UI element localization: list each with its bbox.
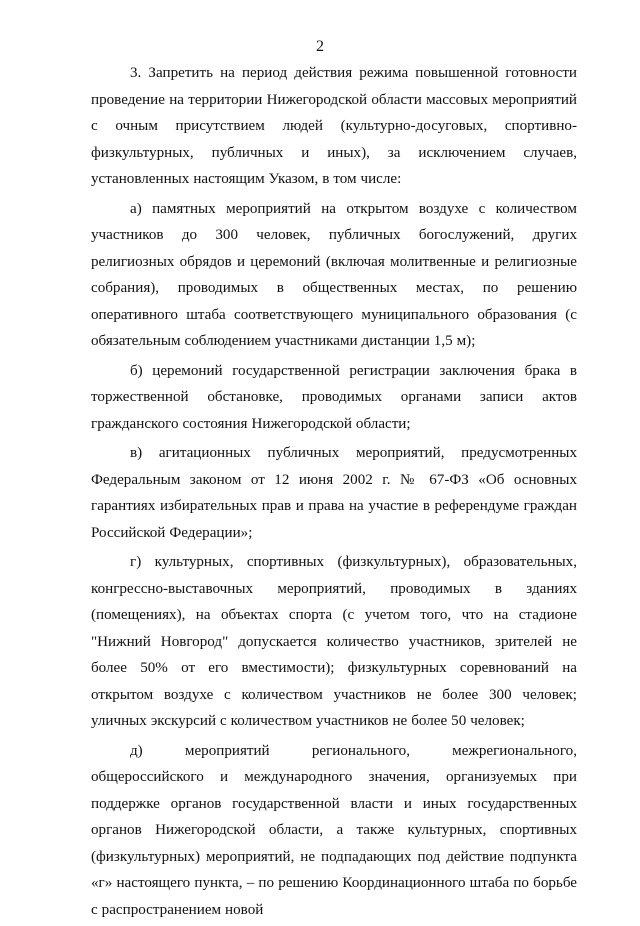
paragraph-3b: б) церемоний государственной регистрации заключения брака в торжественной обстановке, проводимых органами записи актов гражданского состояния Нижегородской области; — [91, 362, 577, 432]
paragraph-3v: в) агитационных публичных мероприятий, предусмотренных Федеральным законом от 12 июня 2002 г. № 67-ФЗ «Об основных гарантиях избирательных прав и права на участие в референдуме граждан Российской Федерации»; — [91, 445, 577, 541]
page-number: 2 — [316, 38, 324, 55]
paragraph-3d: д) мероприятий регионального, межрегионального, общероссийского и международного значения, организуемых при поддержке органов государственной власти и иных государственных органов Нижегородской области, а также культурных, спортивных (физкультурных) мероприятий, не подпадающих под действие подпункта «г» настоящего пункта, – по решению Координационного штаба по борьбе с распространением новой — [91, 742, 577, 918]
paragraph-3: 3. Запретить на период действия режима повышенной готовности проведение на территории Нижегородской области массовых мероприятий с очным присутствием людей (культурно-досуговых, спортивно-физкультурных, публичных и иных), за исключением случаев, установленных настоящим Указом, в том числе: — [91, 65, 577, 187]
paragraph-3g: г) культурных, спортивных (физкультурных), образовательных, конгрессно-выставочных мероприятий, проводимых в зданиях (помещениях), на объектах спорта (с учетом того, что на стадионе "Нижний Новгород" допускается количество участников, зрителей не более 50% от его вместимости); физкультурных соревнований на открытом воздухе с количеством участников не более 300 человек; уличных экскурсий с количеством участников не более 50 человек; — [91, 554, 577, 729]
document-body — [91, 60, 577, 926]
paragraph-3a: а) памятных мероприятий на открытом воздухе с количеством участников до 300 человек, публичных богослужений, других религиозных обрядов и церемоний (включая молитвенные и религиозные собрания), проводимых в общественных местах, по решению оперативного штаба соответствующего муниципального образования (с обязательным соблюдением участниками дистанции 1,5 м); — [91, 200, 577, 349]
